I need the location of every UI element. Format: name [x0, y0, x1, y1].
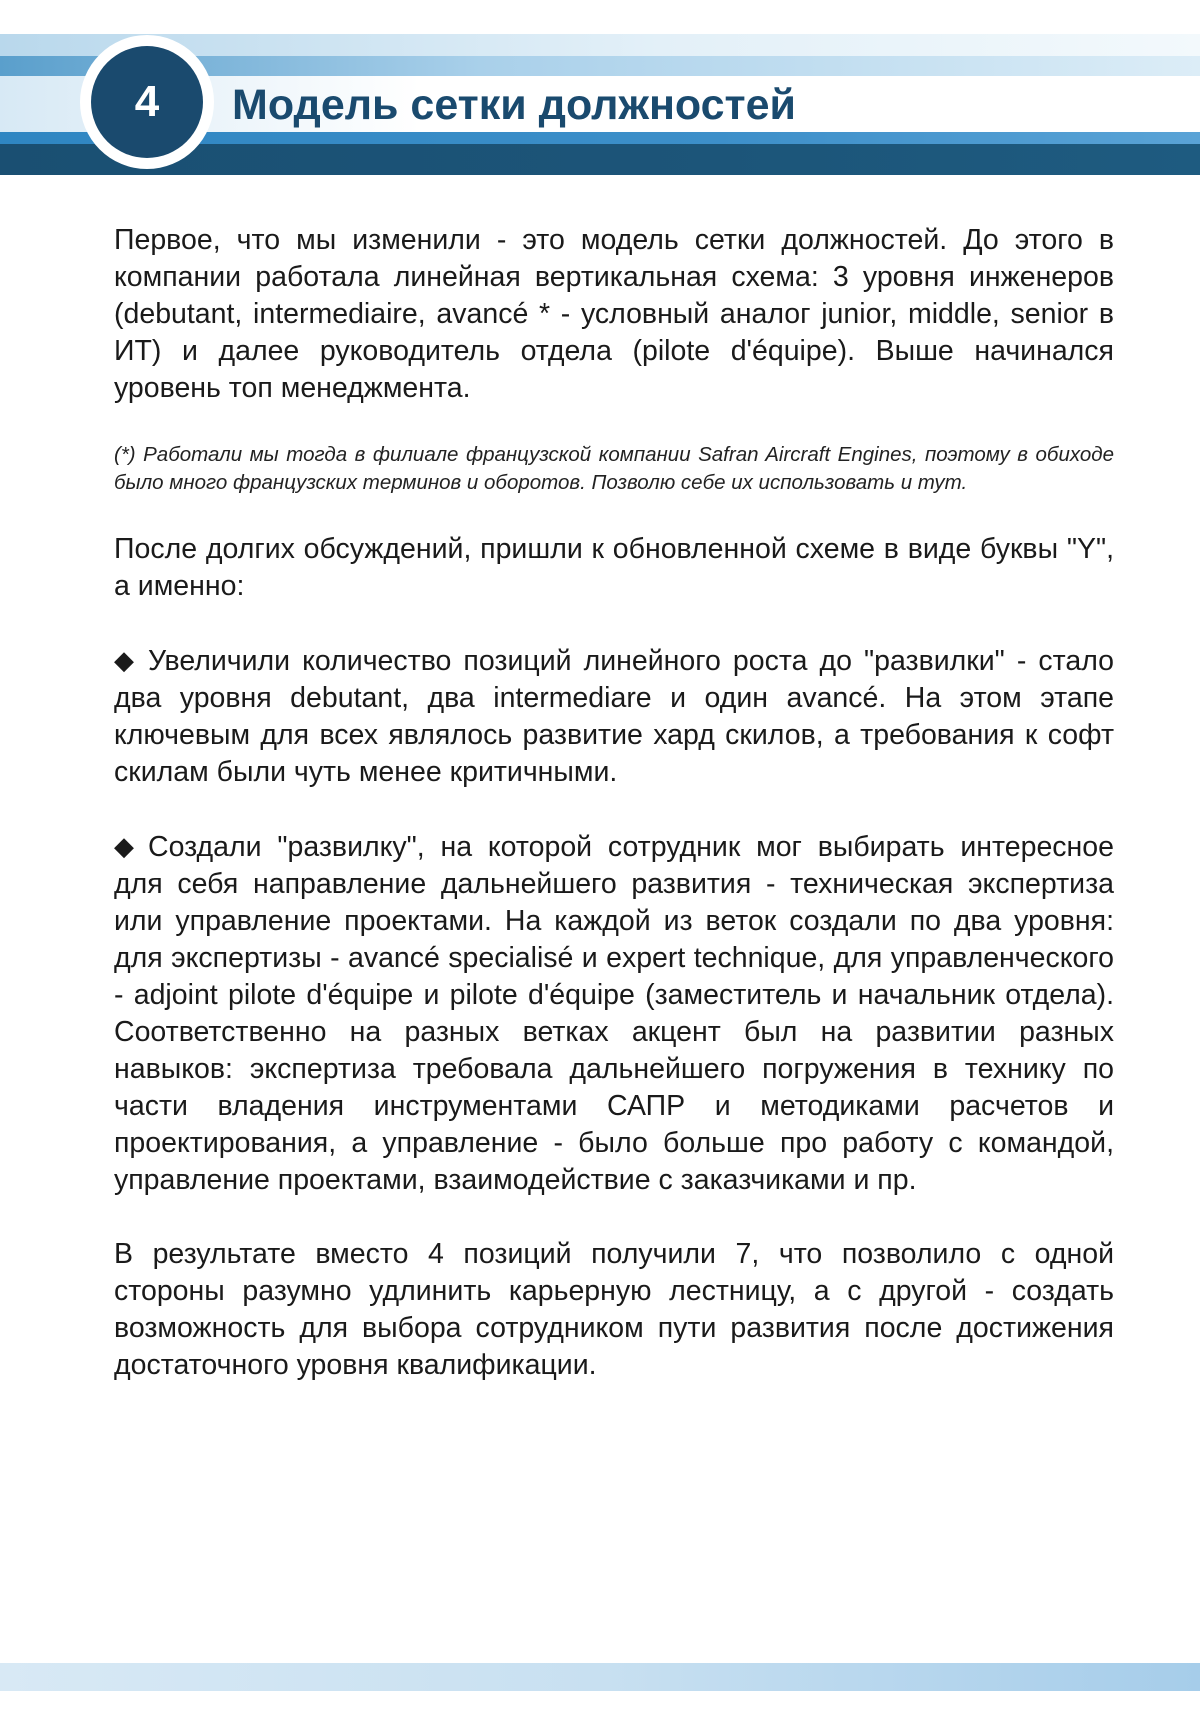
article-body — [114, 222, 1114, 1384]
diamond-bullet-icon: ◆ — [114, 831, 134, 861]
section-header — [0, 0, 1200, 175]
intro-paragraph: Первое, что мы изменили - это модель сетки должностей. До этого в компании работала линейная вертикальная схема: 3 уровня инженеров (debutant, intermediaire, avancé * - условный аналог junior, middle, senior в ИТ) и далее руководитель отдела (pilote d'équipe). Выше начинался уровень топ менеджмента. — [114, 224, 1114, 404]
transition-paragraph: После долгих обсуждений, пришли к обновленной схеме в виде буквы "Y", а именно: — [114, 533, 1114, 602]
bullet-text-2: Создали "развилку", на которой сотрудник мог выбирать интересное для себя направление дальнейшего развития - техническая экспертиза или управление проектами. На каждой из веток создали по два уровня: для экспертизы - avancé specialisé и expert technique, для управленческого - adjoint pilote d'équipe и pilote d'équipe (заместитель и начальник отдела). Соответственно на разных ветках акцент был на развитии разных навыков: экспертиза требовала дальнейшего погружения в технику по части владения инструментами САПР и методиками расчетов и проектирования, а управление - было больше про работу с командой, управление проектами, взаимодействие с заказчиками и пр. — [114, 831, 1114, 1196]
bullet-text-1: Увеличили количество позиций линейного роста до "развилки" - стало два уровня debutant, два intermediare и один avancé. На этом этапе ключевым для всех являлось развитие хард скилов, а требования к софт скилам были чуть менее критичными. — [114, 645, 1114, 788]
bullet-item-1 — [114, 642, 1114, 791]
page-footer — [0, 1663, 1200, 1713]
footnote: (*) Работали мы тогда в филиале французской компании Safran Aircraft Engines, поэтому в обиходе было много французских терминов и оборотов. Позволю себе их использовать и тут. — [114, 443, 1114, 494]
bullet-item-2 — [114, 828, 1114, 1199]
conclusion-paragraph: В результате вместо 4 позиций получили 7, что позволило с одной стороны разумно удлинить карьерную лестницу, а с другой - создать возможность для выбора сотрудником пути развития после достижения достаточного уровня квалификации. — [114, 1238, 1114, 1381]
footer-band — [0, 1663, 1200, 1691]
section-number-badge: 4 — [91, 46, 203, 158]
section-title: Модель сетки должностей — [232, 81, 796, 129]
diamond-bullet-icon: ◆ — [114, 645, 134, 675]
